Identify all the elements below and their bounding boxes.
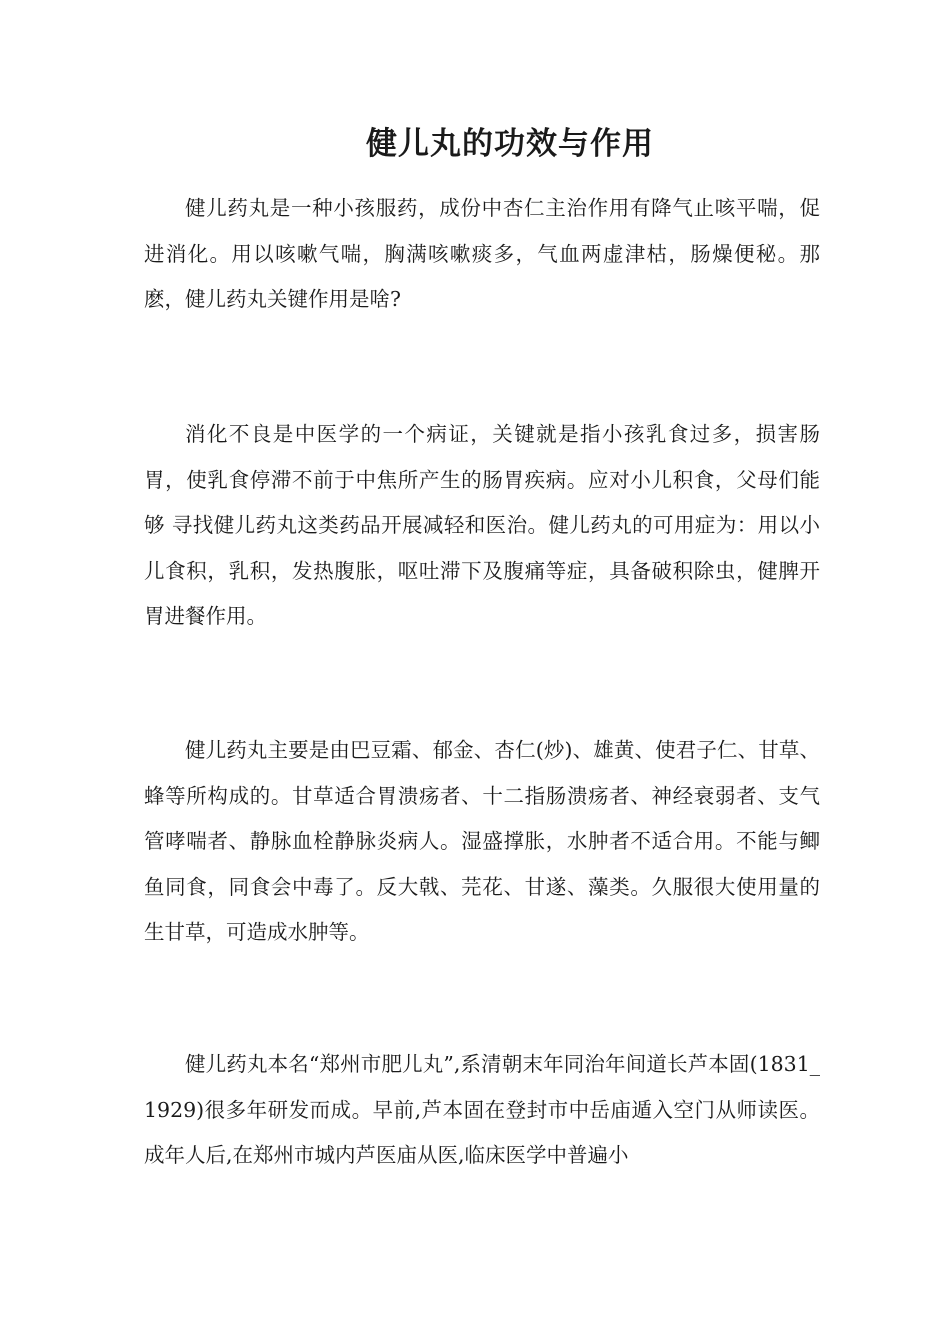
document-title: 健儿丸的功效与作用 [366,126,654,162]
paragraph-intro: 健儿药丸是一种小孩服药，成份中杏仁主治作用有降气止咳平喘，促进消化。用以咳嗽气喘，胸满咳嗽痰多，气血两虚津枯，肠燥便秘。那麽，健儿药丸关键作用是啥? [144,196,820,311]
paragraph-history: 健儿药丸本名“郑州市肥儿丸”,系清朝末年同治年间道长芦本固(1831_1929)很多年研发而成。早前,芦本固在登封市中岳庙遁入空门从师读医。成年人后,在郑州市城内芦医庙从医,临床医学中普遍小 [144,1052,820,1167]
paragraph-ingredients: 健儿药丸主要是由巴豆霜、郁金、杏仁(炒)、雄黄、使君子仁、甘草、蜂等所构成的。甘草适合胃溃疡者、十二指肠溃疡者、神经衰弱者、支气管哮喘者、静脉血栓静脉炎病人。湿盛撑胀，水肿者不适合用。不能与鲫鱼同食，同食会中毒了。反大戟、芫花、甘遂、藻类。久服很大使用量的生甘草，可造成水肿等。 [144,738,820,944]
paragraph-indications: 消化不良是中医学的一个病证，关键就是指小孩乳食过多，损害肠胃，使乳食停滞不前于中焦所产生的肠胃疾病。应对小儿积食，父母们能够 寻找健儿药丸这类药品开展减轻和医治。健儿药丸的可用症为：用以小儿食积，乳积，发热腹胀，呕吐滞下及腹痛等症，具备破积除虫，健脾开胃进餐作用。 [144,422,820,628]
